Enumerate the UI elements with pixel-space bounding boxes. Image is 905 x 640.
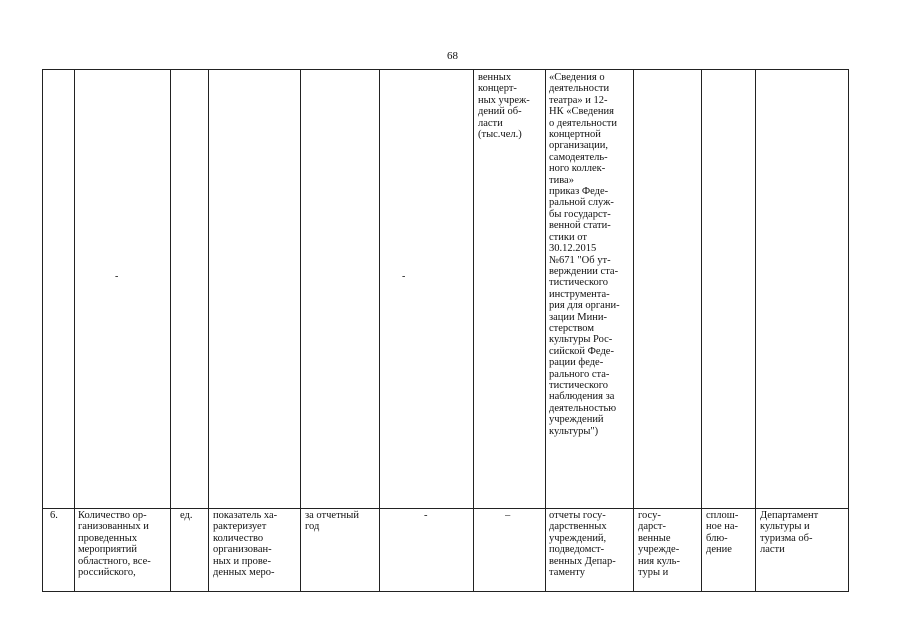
- indicators-table: [42, 69, 849, 592]
- responsible-department: Департамент культуры и туризма об- ласти: [760, 510, 819, 556]
- column-border: [545, 69, 546, 592]
- indicator-definition: показатель ха- рактеризует количество организован- ных и прове- денных меро-: [213, 510, 278, 579]
- page-number: 68: [447, 50, 458, 62]
- indicator-text-continued: венных концерт- ных учреж- дений об- ласти (тыс.чел.): [478, 72, 530, 141]
- collection-method: сплош- ное на- блю- дение: [706, 510, 739, 556]
- data-source: отчеты госу- дарственных учреждений, подведомст- венных Депар- таменту: [549, 510, 616, 579]
- column-border: [379, 69, 380, 592]
- column-border: [42, 69, 43, 592]
- indicator-name: Количество ор- ганизованных и проведенных мероприятий областного, все- российского,: [78, 510, 151, 579]
- unit: ед.: [180, 510, 193, 521]
- stray-mark: -: [115, 271, 119, 282]
- table-top-border: [42, 69, 849, 70]
- column-border: [848, 69, 849, 592]
- table-bottom-border: [42, 591, 849, 592]
- column-border: [755, 69, 756, 592]
- row-separator: [42, 508, 849, 509]
- column-border: [170, 69, 171, 592]
- column-border: [701, 69, 702, 592]
- time-period: за отчетный год: [305, 510, 359, 533]
- column-border: [74, 69, 75, 592]
- source-text-continued: «Сведения о деятельности театра» и 12- НК «Сведения о деятельности концертной организации, самодеятель- ного коллек- тива» приказ Феде- ральной служ- бы государст- венной стати- стики от 30.12.2015 №671 "Об ут- верждении ста- тистического инструмента- рия для органи- зации Мини- стерством культуры Рос- сийской Феде- рации феде- рального ста- тистического наблюдения за деятельностью учреждений культуры"): [549, 72, 620, 437]
- formula-dash: -: [424, 510, 428, 521]
- column-border: [300, 69, 301, 592]
- column-border: [633, 69, 634, 592]
- basic-indicators-dash: –: [505, 510, 511, 521]
- row-number: 6.: [50, 510, 58, 521]
- respondents: госу- дарст- венные учрежде- ния куль- туры и: [638, 510, 680, 579]
- column-border: [208, 69, 209, 592]
- column-border: [473, 69, 474, 592]
- stray-mark: -: [402, 271, 406, 282]
